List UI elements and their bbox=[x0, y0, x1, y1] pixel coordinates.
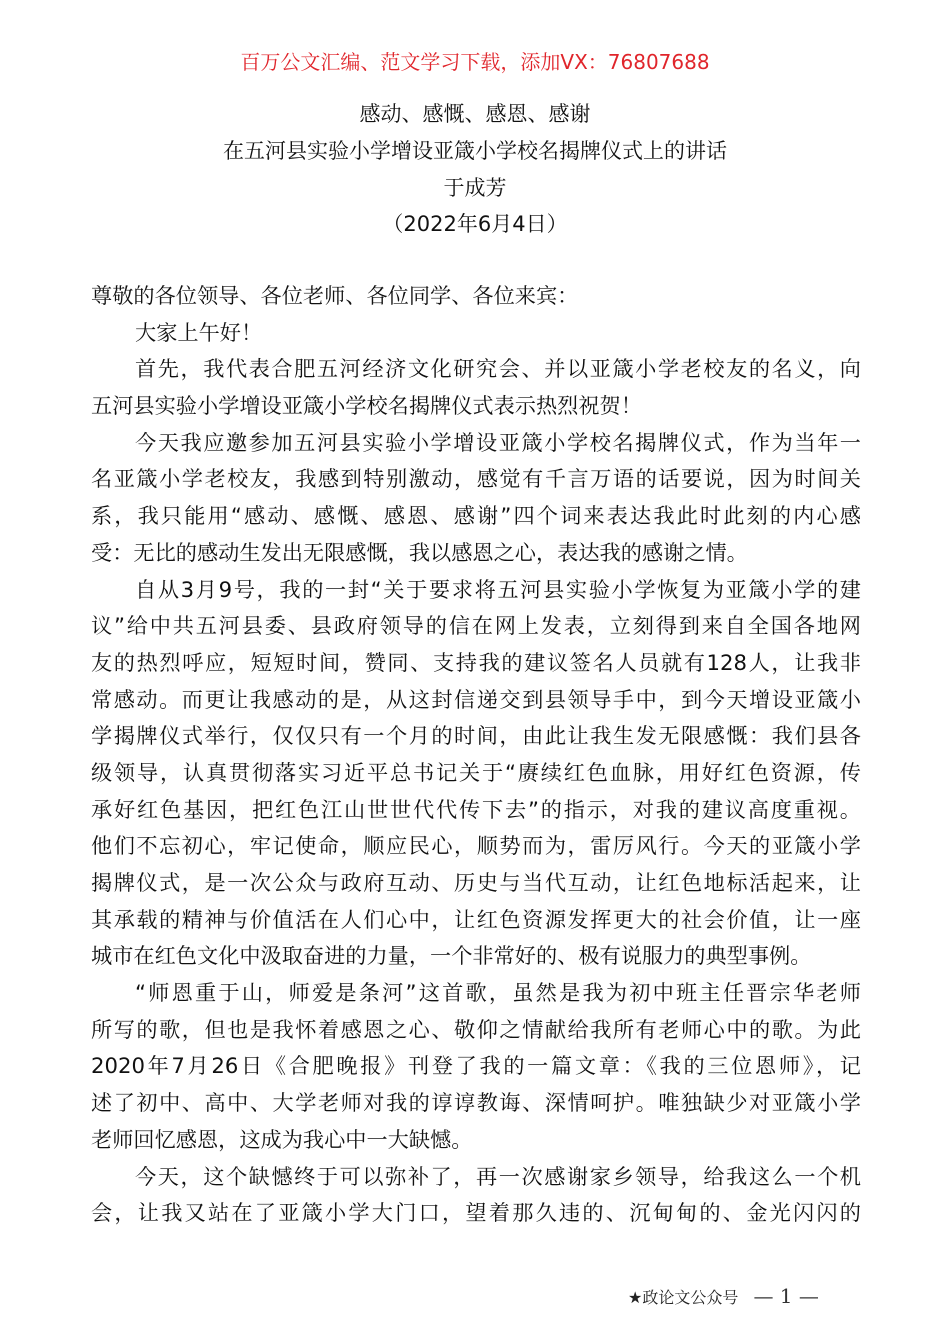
text-line: 首先，我代表合肥五河经济文化研究会、并以亚箴小学老校友的名义，向 bbox=[135, 356, 861, 382]
text-line: 大家上午好！ bbox=[135, 319, 263, 345]
text-line: 受：无比的感动生发出无限感慨，我以感恩之心，表达我的感谢之情。 bbox=[91, 539, 748, 565]
paragraph bbox=[91, 572, 861, 976]
text-line: “师恩重于山，师爱是条河”这首歌，虽然是我为初中班主任晋宗华老师 bbox=[135, 980, 861, 1006]
text-line: 2020年7月26日《合肥晚报》刊登了我的一篇文章：《我的三位恩师》，记 bbox=[91, 1053, 861, 1079]
text-line: 学揭牌仪式举行，仅仅只有一个月的时间，由此让我生发无限感慨：我们县各 bbox=[91, 723, 861, 749]
text-line: 五河县实验小学增设亚箴小学校名揭牌仪式表示热烈祝贺！ bbox=[91, 393, 642, 419]
text-line: 揭牌仪式，是一次公众与政府互动、历史与当代互动，让红色地标活起来，让 bbox=[91, 870, 861, 895]
text-line: 会，让我又站在了亚箴小学大门口，望着那久违的、沉甸甸的、金光闪闪的 bbox=[91, 1200, 861, 1226]
text-line: 议”给中共五河县委、县政府领导的信在网上发表，立刻得到来自全国各地网 bbox=[91, 613, 861, 639]
text-line: 系，我只能用“感动、感慨、感恩、感谢”四个词来表达我此时此刻的内心感 bbox=[91, 503, 861, 529]
page-number: — 1 — bbox=[753, 1284, 819, 1308]
paragraph bbox=[91, 425, 861, 572]
text-line: 级领导，认真贯彻落实习近平总书记关于“赓续红色血脉，用好红色资源，传 bbox=[91, 759, 861, 785]
text-line: 自从3月9号，我的一封“关于要求将五河县实验小学恢复为亚箴小学的建 bbox=[135, 576, 861, 602]
text-line: 其承载的精神与价值活在人们心中，让红色资源发挥更大的社会价值，让一座 bbox=[91, 906, 861, 932]
document-subtitle: 在五河县实验小学增设亚箴小学校名揭牌仪式上的讲话 bbox=[223, 139, 727, 163]
text-line: 常感动。而更让我感动的是，从这封信递交到县领导手中，到今天增设亚箴小 bbox=[91, 686, 861, 712]
document-body bbox=[91, 278, 861, 1232]
text-line: 尊敬的各位领导、各位老师、各位同学、各位来宾： bbox=[91, 283, 579, 308]
text-line: 他们不忘初心，牢记使命，顺应民心，顺势而为，雷厉风行。今天的亚箴小学 bbox=[91, 833, 861, 859]
page-footer bbox=[628, 1284, 819, 1308]
text-line: 述了初中、高中、大学老师对我的谆谆教诲、深情呵护。唯独缺少对亚箴小学 bbox=[91, 1090, 861, 1116]
watermark-banner: 百万公文汇编、范文学习下载，添加VX：76807688 bbox=[240, 50, 710, 74]
paragraph bbox=[91, 975, 861, 1158]
text-line: 老师回忆感恩，这成为我心中一大缺憾。 bbox=[91, 1126, 473, 1152]
paragraph bbox=[91, 278, 861, 315]
text-line: 友的热烈呼应，短短时间，赞同、支持我的建议签名人员就有128人，让我非 bbox=[91, 649, 861, 675]
document-title: 感动、感慨、感恩、感谢 bbox=[359, 102, 591, 126]
document-date: （2022年6月4日） bbox=[382, 212, 568, 236]
text-line: 所写的歌，但也是我怀着感恩之心、敬仰之情献给我所有老师心中的歌。为此 bbox=[91, 1016, 861, 1042]
text-line: 名亚箴小学老校友，我感到特别激动，感觉有千言万语的话要说，因为时间关 bbox=[91, 466, 861, 492]
text-line: 城市在红色文化中汲取奋进的力量，一个非常好的、极有说服力的典型事例。 bbox=[91, 943, 812, 969]
paragraph bbox=[91, 315, 861, 352]
paragraph bbox=[91, 351, 861, 424]
text-line: 今天，这个缺憾终于可以弥补了，再一次感谢家乡领导，给我这么一个机 bbox=[135, 1163, 861, 1189]
footer-source: ★政论文公众号 bbox=[628, 1288, 739, 1307]
paragraph bbox=[91, 1159, 861, 1232]
text-line: 承好红色基因，把红色江山世世代代传下去”的指示，对我的建议高度重视。 bbox=[91, 796, 861, 822]
text-line: 今天我应邀参加五河县实验小学增设亚箴小学校名揭牌仪式，作为当年一 bbox=[135, 429, 861, 455]
document-author: 于成芳 bbox=[443, 176, 507, 200]
